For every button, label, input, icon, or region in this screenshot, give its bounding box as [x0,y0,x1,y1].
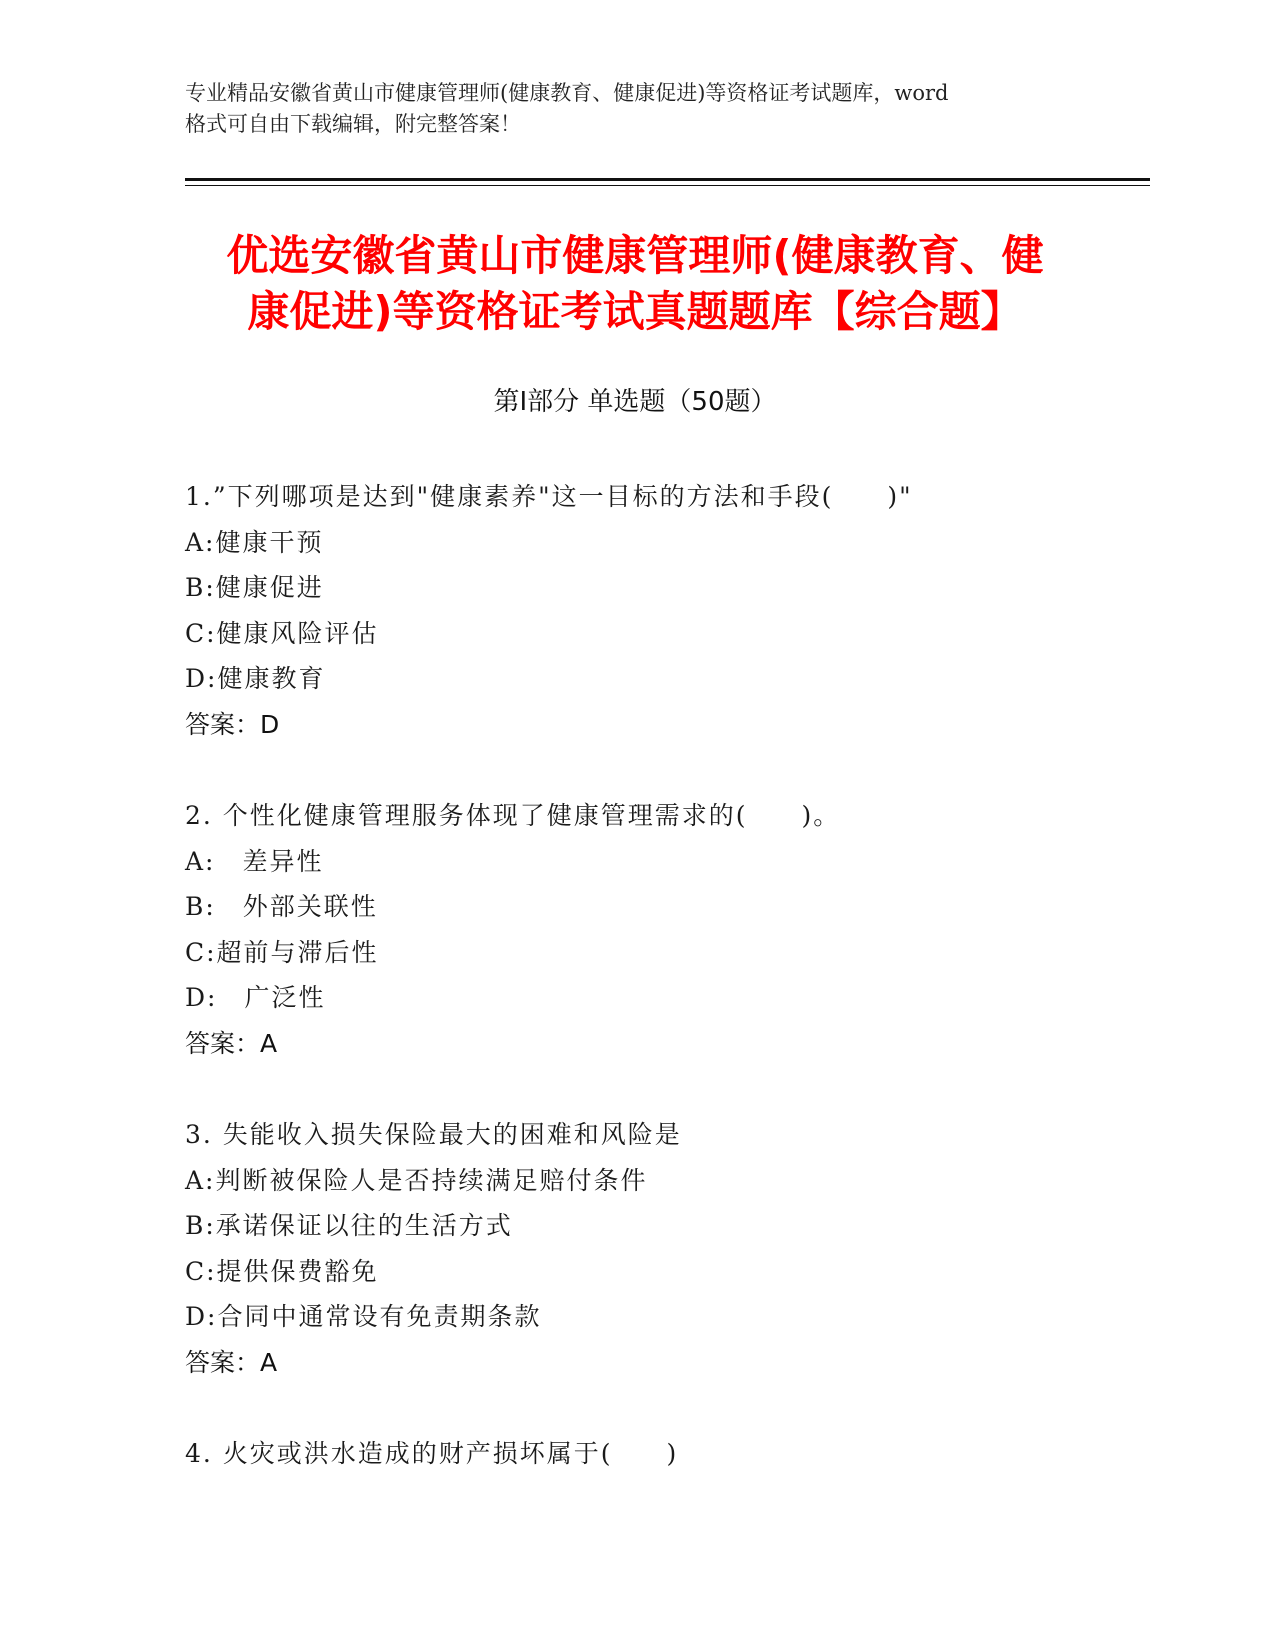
option-b: B: 外部关联性 [185,892,378,921]
header-divider-thin [185,185,1150,186]
option-a: A:判断被保险人是否持续满足赔付条件 [185,1165,648,1195]
question-stem: 1.”下列哪项是达到"健康素养"这一目标的方法和手段( )" [185,482,913,511]
question-3 [185,1112,1145,1385]
option-d: D:健康教育 [185,664,326,693]
option-c: C:健康风险评估 [185,618,379,648]
header-note-line-1: 专业精品安徽省黄山市健康管理师(健康教育、健康促进)等资格证考试题库，word [185,81,949,105]
option-d: D:合同中通常设有免责期条款 [185,1302,542,1331]
option-b: B:健康促进 [185,573,324,602]
option-d: D: 广泛性 [185,983,326,1012]
header-divider-thick [185,178,1150,181]
question-stem: 4. 火灾或洪水造成的财产损坏属于( ) [185,1439,679,1468]
option-c: C:提供保费豁免 [185,1256,379,1286]
section-title: 第Ⅰ部分 单选题（50题） [493,387,777,417]
document-title-line-2: 康促进)等资格证考试真题题库【综合题】 [247,287,1023,336]
option-a: A:健康干预 [185,527,324,557]
answer: 答案：A [185,1347,278,1377]
answer: 答案：D [185,709,280,739]
option-a: A: 差异性 [185,846,324,876]
document-title [185,228,1085,340]
document-title-line-1: 优选安徽省黄山市健康管理师(健康教育、健 [226,231,1044,280]
question-2 [185,793,1145,1066]
option-c: C:超前与滞后性 [185,937,379,967]
header-note [185,78,1085,140]
question-1 [185,474,1145,747]
question-stem: 2. 个性化健康管理服务体现了健康管理需求的( )。 [185,801,841,830]
question-list [185,474,1145,1523]
header-note-line-2: 格式可自由下载编辑，附完整答案！ [185,112,521,136]
answer: 答案：A [185,1028,278,1058]
question-4 [185,1431,1145,1477]
question-stem: 3. 失能收入损失保险最大的困难和风险是 [185,1120,682,1149]
option-b: B:承诺保证以往的生活方式 [185,1211,513,1240]
